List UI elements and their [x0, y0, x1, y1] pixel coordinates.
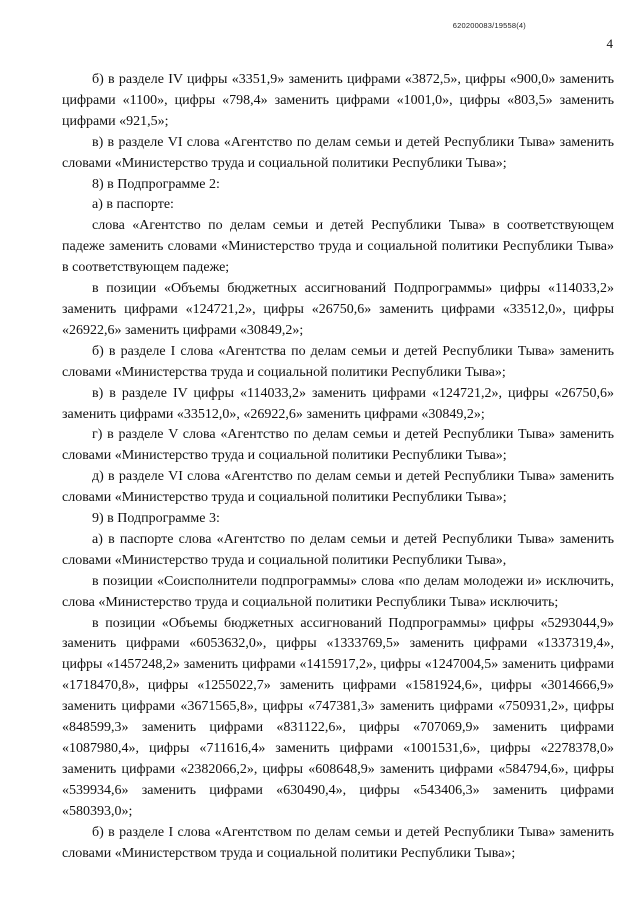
paragraph-8a-budget: в позиции «Объемы бюджетных ассигнований Подпрограммы» цифры «114033,2» заменить цифрами «124721,2», цифры «26750,6» заменить цифрами «33512,0», цифры «26922,6» заменить цифрами «30849,2»;: [62, 281, 614, 338]
paragraph-4v-section-vi: в) в разделе VI слова «Агентство по делам семьи и детей Республики Тыва» заменить словами «Министерство труда и социальной политики Республики Тыва»;: [62, 134, 614, 171]
page-number: 4: [606, 36, 613, 51]
paragraph-9-subprogram-3: 9) в Подпрограмме 3:: [92, 511, 220, 527]
paragraph-8v-section-iv: в) в разделе IV цифры «114033,2» заменить цифрами «124721,2», цифры «26750,6» заменить цифрами «33512,0», «26922,6» заменить цифрами «30849,2»;: [62, 385, 614, 422]
paragraph-9a-passport: а) в паспорте слова «Агентство по делам семьи и детей Республики Тыва» заменить словами «Министерство труда и социальной политики Республики Тыва»,: [62, 531, 614, 568]
paragraph-9b-section-i: б) в разделе I слова «Агентством по делам семьи и детей Республики Тыва» заменить словами «Министерством труда и социальной политики Республики Тыва»;: [62, 824, 614, 861]
paragraph-9a-co-executors: в позиции «Соисполнители подпрограммы» слова «по делам молодежи и» исключить, слова «Министерство труда и социальной политики Республики Тыва» исключить;: [62, 573, 614, 610]
paragraph-8d-section-vi: д) в разделе VI слова «Агентство по делам семьи и детей Республики Тыва» заменить словами «Министерство труда и социальной политики Республики Тыва»;: [62, 469, 614, 506]
paragraph-8-subprogram-2: 8) в Подпрограмме 2:: [92, 176, 220, 192]
paragraph-8a-words: слова «Агентство по делам семьи и детей Республики Тыва» в соответствующем падеже заменить словами «Министерство труда и социальной политики Республики Тыва» в соответствующем падеже;: [62, 218, 614, 276]
paragraph-8g-section-v: г) в разделе V слова «Агентство по делам семьи и детей Республики Тыва» заменить словами «Министерство труда и социальной политики Республики Тыва»;: [62, 427, 614, 464]
document-code: 620200083/19558(4): [452, 21, 526, 30]
paragraph-9a-budget: в позиции «Объемы бюджетных ассигнований Подпрограммы» цифры «5293044,9» заменить цифрами «6053632,0», цифры «1333769,5» заменить цифрами «1337319,4», цифры «1457248,2» заменить цифрами «1415917,2», цифры «1247004,5» заменить цифрами «1718470,8», цифры «1255022,7» заменить цифрами «1581924,6», цифры «3014666,9» заменить цифрами «3671565,8», цифры «747381,3» заменить цифрами «750931,2», цифры «848599,3» заменить цифрами «831122,6», цифры «707069,9» заменить цифрами «1087980,4», цифры «711616,4» заменить цифрами «1001531,6», цифры «2278378,0» заменить цифрами «2382066,2», цифры «608648,9» заменить цифрами «584794,6», цифры «539934,6» заменить цифрами «630490,4», цифры «543406,3» заменить цифрами «580393,0»;: [62, 615, 614, 819]
document-body: [62, 70, 614, 864]
paragraph-4b-section-iv: б) в разделе IV цифры «3351,9» заменить цифрами «3872,5», цифры «900,0» заменить цифрами «1100», цифры «798,4» заменить цифрами «1001,0», цифры «803,5» заменить цифрами «921,5»;: [62, 72, 614, 129]
paragraph-8a-passport: а) в паспорте:: [92, 197, 174, 213]
paragraph-8b-section-i: б) в разделе I слова «Агентства по делам семьи и детей Республики Тыва» заменить словами «Министерства труда и социальной политики Республики Тыва»;: [62, 343, 614, 380]
